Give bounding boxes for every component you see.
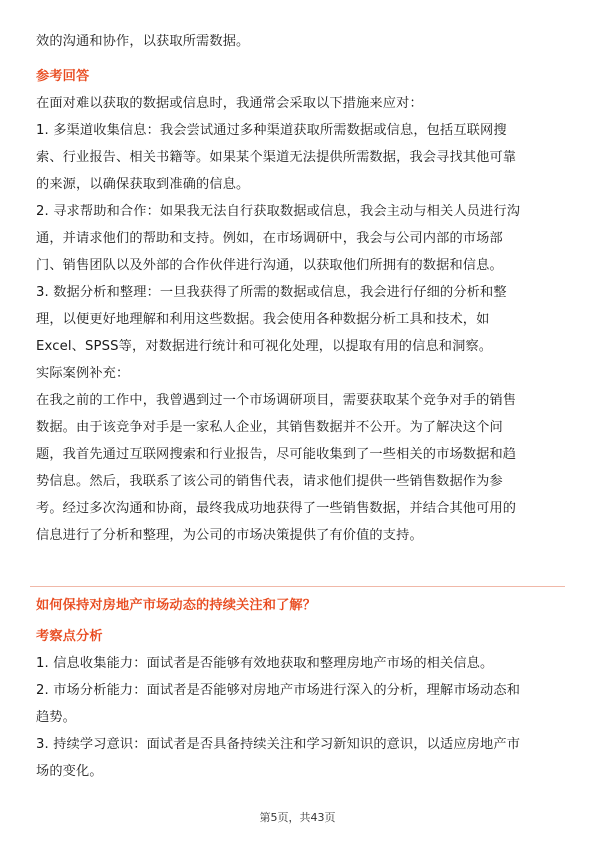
- body-line: 考。经过多次沟通和协商，最终我成功地获得了一些销售数据，并结合其他可用的: [36, 501, 517, 516]
- body-line: 效的沟通和协作，以获取所需数据。: [36, 34, 250, 49]
- body-line: Excel、SPSS等，对数据进行统计和可视化处理，以提取有用的信息和洞察。: [36, 339, 493, 354]
- body-line: 3. 持续学习意识：面试者是否具备持续关注和学习新知识的意识，以适应房地产市: [36, 737, 521, 752]
- body-line: 门、销售团队以及外部的合作伙伴进行沟通，以获取他们所拥有的数据和信息。: [36, 258, 503, 273]
- body-line: 2. 寻求帮助和合作：如果我无法自行获取数据或信息，我会主动与相关人员进行沟: [36, 204, 521, 219]
- body-line: 场的变化。: [36, 764, 103, 779]
- question-heading: 如何保持对房地产市场动态的持续关注和了解？: [36, 598, 317, 613]
- body-line: 1. 多渠道收集信息：我会尝试通过多种渠道获取所需数据或信息，包括互联网搜: [36, 123, 507, 138]
- body-line: 势信息。然后，我联系了该公司的销售代表，请求他们提供一些销售数据作为参: [36, 474, 503, 489]
- section-divider: [30, 586, 565, 587]
- body-line: 趋势。: [36, 710, 77, 725]
- section-heading-assessment-points: 考察点分析: [36, 629, 103, 644]
- body-line: 实际案例补充：: [36, 366, 130, 381]
- section-heading-reference-answer: 参考回答: [36, 69, 90, 84]
- body-line: 在我之前的工作中，我曾遇到过一个市场调研项目，需要获取某个竞争对手的销售: [36, 393, 517, 408]
- page-number-footer: 第5页，共43页: [259, 811, 336, 824]
- body-line: 信息进行了分析和整理，为公司的市场决策提供了有价值的支持。: [36, 528, 423, 543]
- body-line: 3. 数据分析和整理：一旦我获得了所需的数据或信息，我会进行仔细的分析和整: [36, 285, 507, 300]
- body-line: 数据。由于该竞争对手是一家私人企业，其销售数据并不公开。为了解决这个问: [36, 420, 503, 435]
- body-line: 题，我首先通过互联网搜索和行业报告，尽可能收集到了一些相关的市场数据和趋: [36, 447, 517, 462]
- body-line: 的来源，以确保获取到准确的信息。: [36, 177, 250, 192]
- body-line: 1. 信息收集能力：面试者是否能够有效地获取和整理房地产市场的相关信息。: [36, 656, 494, 671]
- body-line: 索、行业报告、相关书籍等。如果某个渠道无法提供所需数据，我会寻找其他可靠: [36, 150, 517, 165]
- body-line: 理，以便更好地理解和利用这些数据。我会使用各种数据分析工具和技术，如: [36, 312, 490, 327]
- body-line: 在面对难以获取的数据或信息时，我通常会采取以下措施来应对：: [36, 96, 423, 111]
- body-line: 2. 市场分析能力：面试者是否能够对房地产市场进行深入的分析，理解市场动态和: [36, 683, 521, 698]
- body-line: 通，并请求他们的帮助和支持。例如，在市场调研中，我会与公司内部的市场部: [36, 231, 503, 246]
